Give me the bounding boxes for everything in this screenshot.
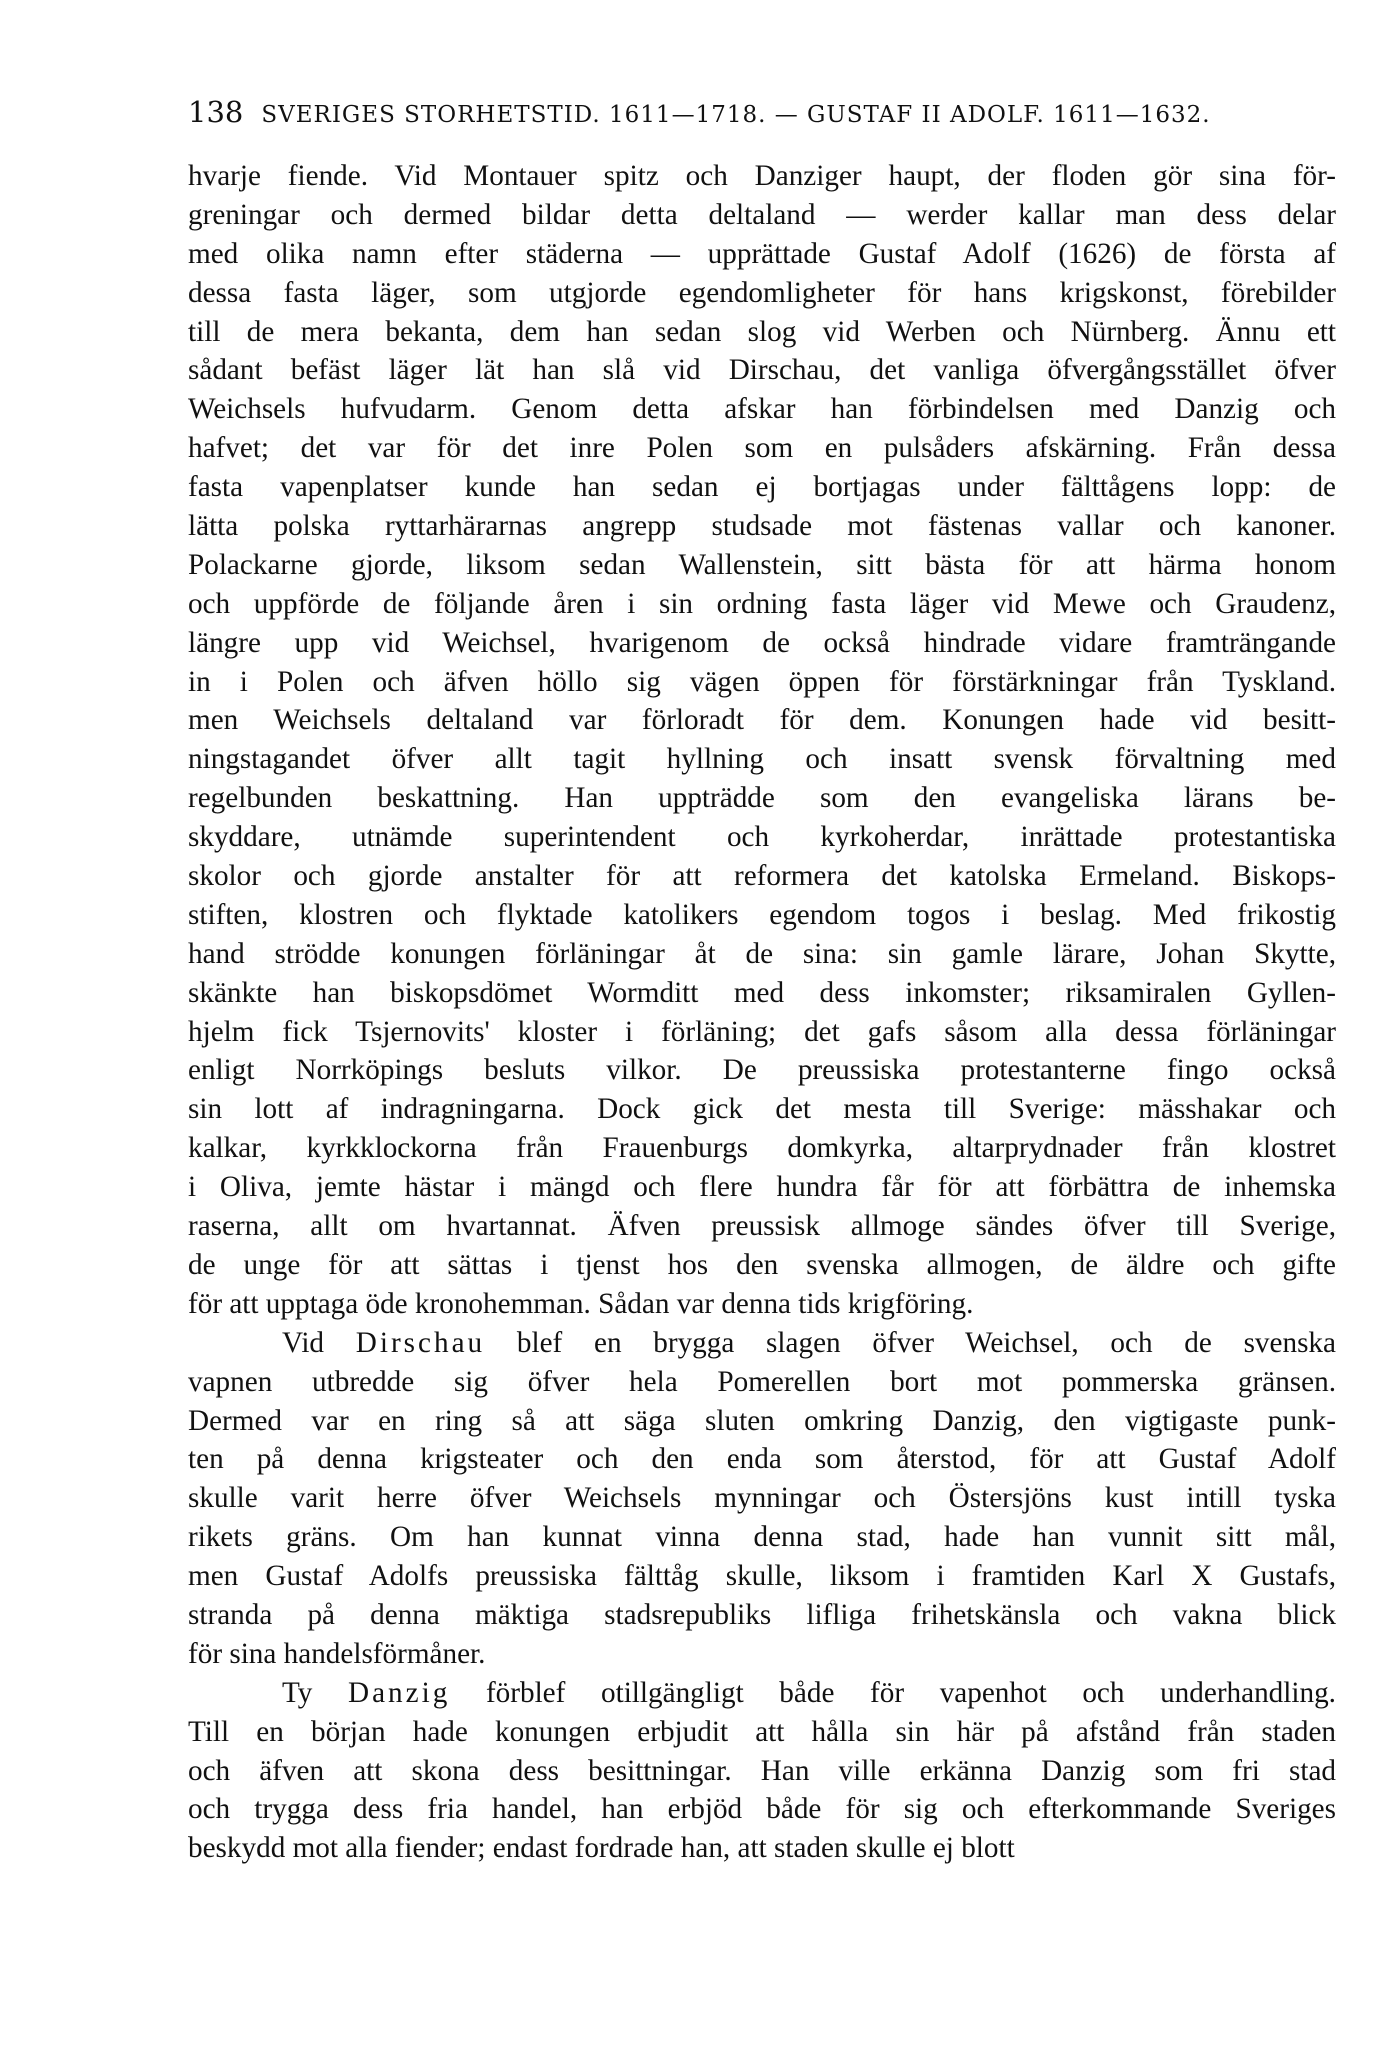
emphasized-name: Dirschau: [355, 1326, 486, 1359]
text-line: och äfven att skona dess besittningar. Han ville erkänna Danzig som fri stad: [188, 1754, 1336, 1787]
text-line: greningar och dermed bildar detta deltaland — werder kallar man dess delar: [188, 198, 1336, 231]
text-line: sådant befäst läger lät han slå vid Dirschau, det vanliga öfvergångsstället öfver: [188, 354, 1336, 387]
text-line: Dermed var en ring så att säga sluten omkring Danzig, den vigtigaste punk-: [188, 1404, 1336, 1437]
text-line: hand strödde konungen förläningar åt de sina: sin gamle lärare, Johan Skytte,: [188, 937, 1336, 970]
text-line: lätta polska ryttarhärarnas angrepp studsade mot fästenas vallar och kanoner.: [188, 510, 1336, 543]
text-line: regelbunden beskattning. Han uppträdde som den evangeliska lärans be-: [188, 782, 1336, 815]
text-line: i Oliva, jemte hästar i mängd och flere hundra får för att förbättra de inhemska: [188, 1171, 1336, 1204]
text-line: Polackarne gjorde, liksom sedan Wallenstein, sitt bästa för att härma honom: [188, 548, 1336, 581]
text-line: till de mera bekanta, dem han sedan slog vid Werben och Nürnberg. Ännu ett: [188, 315, 1336, 348]
text-line: beskydd mot alla fiender; endast fordrade han, att staden skulle ej blott: [188, 1832, 1015, 1865]
text-line: enligt Norrköpings besluts vilkor. De preussiska protestanterne fingo också: [188, 1054, 1336, 1087]
text-line: fasta vapenplatser kunde han sedan ej bortjagas under fälttågens lopp: de: [188, 471, 1336, 504]
text-line: men Weichsels deltaland var förloradt för dem. Konungen hade vid besitt-: [188, 704, 1336, 737]
text-line: hafvet; det var för det inre Polen som en pulsåders afskärning. Från dessa: [188, 432, 1336, 465]
text-line: stranda på denna mäktiga stadsrepubliks lifliga frihetskänsla och vakna blick: [188, 1598, 1336, 1631]
text-line: sin lott af indragningarna. Dock gick det mesta till Sverige: mässhakar och: [188, 1093, 1336, 1126]
paragraph: [188, 157, 1336, 1324]
paragraph: [188, 1674, 1336, 1868]
text-line: Vid Dirschau blef en brygga slagen öfver Weichsel, och de svenska: [282, 1326, 1336, 1359]
text-line: in i Polen och äfven höllo sig vägen öppen för förstärkningar från Tyskland.: [188, 665, 1336, 698]
text-line: hvarje fiende. Vid Montauer spitz och Danziger haupt, der floden gör sina för-: [188, 160, 1336, 192]
book-page: [188, 95, 1336, 1868]
text-line: Weichsels hufvudarm. Genom detta afskar han förbindelsen med Danzig och: [188, 393, 1336, 426]
page-number: 138: [188, 95, 244, 129]
text-line: Ty Danzig förblef otillgängligt både för vapenhot och underhandling.: [282, 1676, 1336, 1709]
text-line: ningstagandet öfver allt tagit hyllning och insatt svensk förvaltning med: [188, 743, 1336, 776]
text-line: kalkar, kyrkklockorna från Frauenburgs domkyrka, altarprydnader från klostret: [188, 1132, 1336, 1165]
text-line: vapnen utbredde sig öfver hela Pomerellen bort mot pommerska gränsen.: [188, 1365, 1336, 1398]
text-line: skyddare, utnämde superintendent och kyrkoherdar, inrättade protestantiska: [188, 821, 1336, 854]
text-line: skänkte han biskopsdömet Wormditt med dess inkomster; riksamiralen Gyllen-: [188, 976, 1336, 1009]
text-line: rikets gräns. Om han kunnat vinna denna stad, hade han vunnit sitt mål,: [188, 1521, 1336, 1554]
text-line: skolor och gjorde anstalter för att reformera det katolska Ermeland. Biskops-: [188, 860, 1336, 893]
text-line: Till en början hade konungen erbjudit att hålla sin här på afstånd från staden: [188, 1715, 1336, 1748]
running-head: [188, 95, 1336, 135]
text-line: de unge för att sättas i tjenst hos den svenska allmogen, de äldre och gifte: [188, 1248, 1336, 1281]
text-line: för att upptaga öde kronohemman. Sådan var denna tids krigföring.: [188, 1287, 974, 1320]
text-line: raserna, allt om hvartannat. Äfven preussisk allmoge sändes öfver till Sverige,: [188, 1210, 1336, 1243]
body-text: [188, 157, 1336, 1868]
text-line: för sina handelsförmåner.: [188, 1637, 486, 1670]
paragraph: [188, 1324, 1336, 1674]
text-line: ten på denna krigsteater och den enda som återstod, för att Gustaf Adolf: [188, 1443, 1336, 1476]
text-line: och uppförde de följande åren i sin ordning fasta läger vid Mewe och Graudenz,: [188, 587, 1336, 620]
text-line: dessa fasta läger, som utgjorde egendomligheter för hans krigskonst, förebilder: [188, 276, 1336, 309]
text-line: stiften, klostren och flyktade katolikers egendom togos i beslag. Med frikostig: [188, 898, 1336, 931]
text-line: med olika namn efter städerna — upprättade Gustaf Adolf (1626) de första af: [188, 237, 1336, 270]
running-head-title: SVERIGES STORHETSTID. 1611—1718. — GUSTAF II ADOLF. 1611—1632.: [261, 102, 1211, 128]
text-line: hjelm fick Tsjernovits' kloster i förläning; det gafs såsom alla dessa förläningar: [188, 1015, 1336, 1048]
emphasized-name: Danzig: [348, 1676, 451, 1709]
text-line: längre upp vid Weichsel, hvarigenom de också hindrade vidare framträngande: [188, 626, 1336, 659]
text-line: och trygga dess fria handel, han erbjöd både för sig och efterkommande Sveriges: [188, 1793, 1336, 1826]
text-line: skulle varit herre öfver Weichsels mynningar och Östersjöns kust intill tyska: [188, 1482, 1336, 1515]
text-line: men Gustaf Adolfs preussiska fälttåg skulle, liksom i framtiden Karl X Gustafs,: [188, 1560, 1336, 1593]
